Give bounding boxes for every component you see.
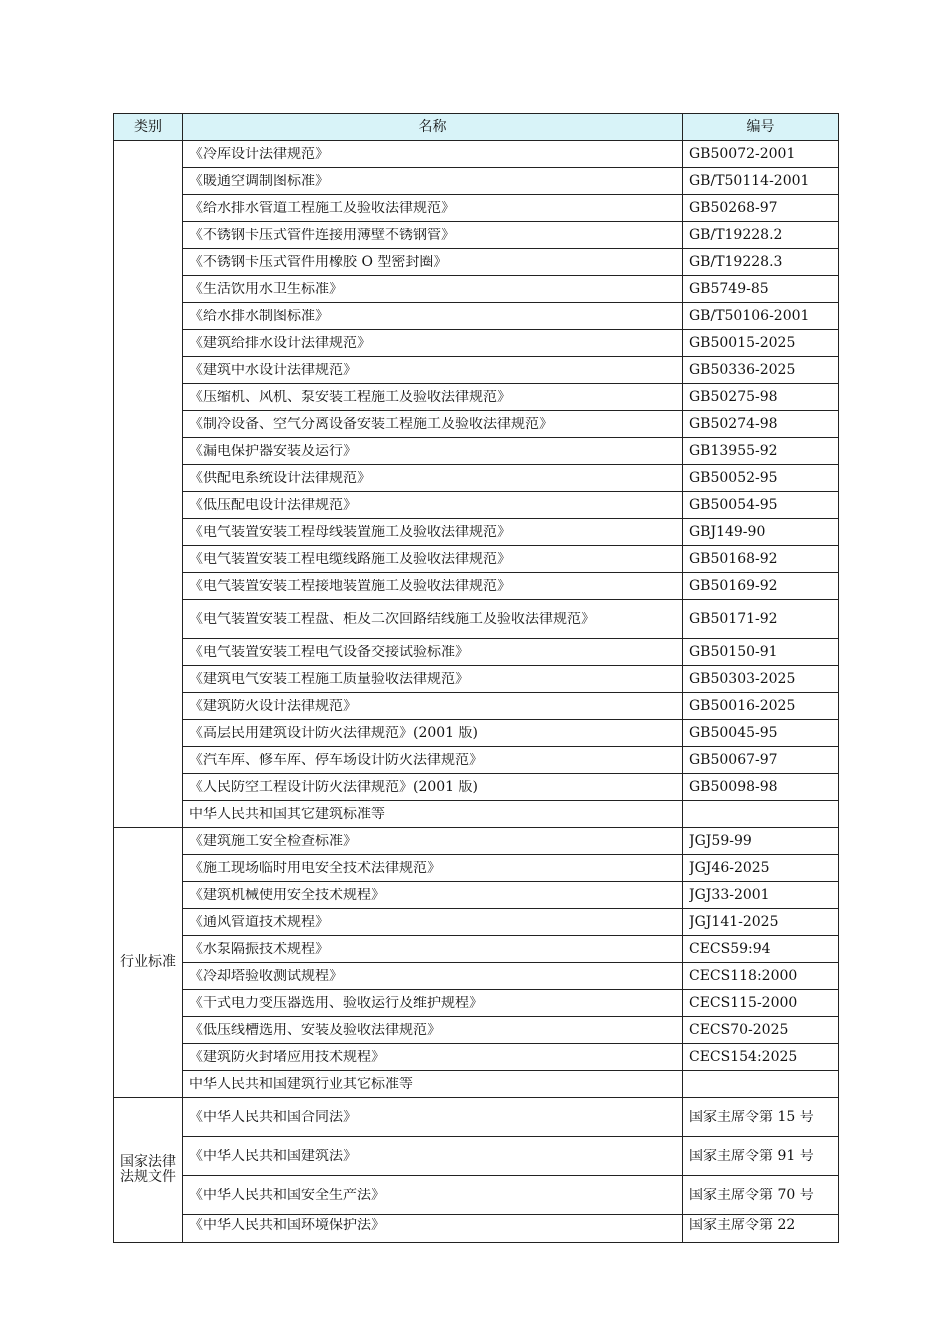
- standard-name-text: 《给水排水制图标准》: [189, 308, 329, 324]
- standard-code-cell: [683, 303, 839, 330]
- standard-name-text: 《电气装置安装工程接地装置施工及验收法律规范》: [189, 578, 511, 594]
- standard-code-text: GB50045-95: [689, 725, 778, 741]
- standard-code-text: JGJ141-2025: [689, 914, 779, 930]
- category-cell: [114, 141, 183, 828]
- table-row: [114, 1017, 839, 1044]
- standard-code-cell: [683, 990, 839, 1017]
- table-row: [114, 855, 839, 882]
- standard-code-text: GB50067-97: [689, 752, 778, 768]
- standard-code-text: GB50150-91: [689, 644, 778, 660]
- standard-code-cell: [683, 801, 839, 828]
- standard-code-text: 国家主席令第 22: [689, 1218, 796, 1233]
- standard-code-text: GB5749-85: [689, 281, 769, 297]
- table-row: [114, 303, 839, 330]
- standard-code-cell: [683, 1137, 839, 1176]
- standard-code-cell: [683, 1071, 839, 1098]
- standard-name-cell: [183, 222, 683, 249]
- standard-name-cell: [183, 276, 683, 303]
- standard-code-cell: [683, 774, 839, 801]
- table-row: [114, 882, 839, 909]
- standard-code-cell: [683, 747, 839, 774]
- standard-name-text: 《压缩机、风机、泵安装工程施工及验收法律规范》: [189, 389, 511, 405]
- standard-name-text: 《中华人民共和国建筑法》: [189, 1148, 357, 1164]
- standard-code-text: CECS115-2000: [689, 995, 798, 1011]
- standard-code-cell: [683, 882, 839, 909]
- standard-name-cell: [183, 411, 683, 438]
- standard-code-cell: [683, 1017, 839, 1044]
- standard-name-text: 《通风管道技术规程》: [189, 914, 329, 930]
- standard-name-cell: [183, 141, 683, 168]
- standard-code-cell: [683, 936, 839, 963]
- standard-code-cell: [683, 357, 839, 384]
- standard-code-cell: [683, 1098, 839, 1137]
- standard-name-cell: [183, 990, 683, 1017]
- standard-code-cell: [683, 222, 839, 249]
- standard-code-text: GB50268-97: [689, 200, 778, 216]
- table-row: [114, 168, 839, 195]
- table-row: [114, 357, 839, 384]
- standard-code-cell: [683, 828, 839, 855]
- standard-name-cell: [183, 774, 683, 801]
- table-row: [114, 693, 839, 720]
- table-row: [114, 639, 839, 666]
- standard-name-cell: [183, 909, 683, 936]
- standard-code-text: CECS118:2000: [689, 968, 798, 984]
- table-row: [114, 330, 839, 357]
- table-row: [114, 828, 839, 855]
- table-row: [114, 573, 839, 600]
- standard-name-text: 《给水排水管道工程施工及验收法律规范》: [189, 200, 455, 216]
- standard-name-cell: [183, 1071, 683, 1098]
- standard-code-text: GB50274-98: [689, 416, 778, 432]
- standard-name-text: 《建筑施工安全检查标准》: [189, 833, 357, 849]
- table-row: [114, 936, 839, 963]
- standard-code-cell: [683, 249, 839, 276]
- standard-code-text: GB50303-2025: [689, 671, 796, 687]
- standard-name-text: 中华人民共和国其它建筑标准等: [189, 806, 385, 822]
- standard-name-text: 《建筑防火设计法律规范》: [189, 698, 357, 714]
- standard-name-text: 《建筑防火封堵应用技术规程》: [189, 1049, 385, 1065]
- table-row: [114, 1137, 839, 1176]
- standard-name-text: 《不锈钢卡压式管件用橡胶 O 型密封圈》: [189, 254, 448, 270]
- table-row: [114, 720, 839, 747]
- standard-code-text: 国家主席令第 15 号: [689, 1109, 814, 1125]
- table-row: [114, 141, 839, 168]
- standard-code-cell: [683, 573, 839, 600]
- table-row: [114, 519, 839, 546]
- standard-name-cell: [183, 855, 683, 882]
- standard-name-text: 《建筑给排水设计法律规范》: [189, 335, 371, 351]
- standard-name-text: 《建筑电气安装工程施工质量验收法律规范》: [189, 671, 469, 687]
- standard-name-cell: [183, 438, 683, 465]
- standard-name-cell: [183, 1098, 683, 1137]
- standard-name-cell: [183, 828, 683, 855]
- table-row: [114, 774, 839, 801]
- standard-name-cell: [183, 573, 683, 600]
- standard-code-cell: [683, 465, 839, 492]
- standard-name-cell: [183, 600, 683, 639]
- table-body: [114, 141, 839, 1243]
- table-row: [114, 276, 839, 303]
- category-cell: 国家法律法规文件: [114, 1098, 183, 1243]
- standard-code-cell: [683, 492, 839, 519]
- table-row: [114, 747, 839, 774]
- standard-name-text: 《制冷设备、空气分离设备安装工程施工及验收法律规范》: [189, 416, 553, 432]
- standard-name-text: 《建筑中水设计法律规范》: [189, 362, 357, 378]
- standard-name-text: 《生活饮用水卫生标准》: [189, 281, 343, 297]
- table-row: [114, 963, 839, 990]
- standard-name-text: 《水泵隔振技术规程》: [189, 941, 329, 957]
- standard-code-text: GBJ149-90: [689, 524, 766, 540]
- standard-name-text: 《冷却塔验收测试规程》: [189, 968, 343, 984]
- standard-code-text: GB50171-92: [689, 611, 778, 627]
- standard-name-cell: [183, 519, 683, 546]
- standard-name-cell: [183, 168, 683, 195]
- standard-code-cell: [683, 276, 839, 303]
- standard-name-cell: [183, 666, 683, 693]
- table-row: [114, 1215, 839, 1243]
- table-header-row: [114, 114, 839, 141]
- table-row: [114, 600, 839, 639]
- standard-name-cell: [183, 1017, 683, 1044]
- standard-name-text: 《汽车库、修车库、停车场设计防火法律规范》: [189, 752, 483, 768]
- standard-name-text: 《漏电保护器安装及运行》: [189, 443, 357, 459]
- standard-code-text: GB50016-2025: [689, 698, 796, 714]
- table-row: [114, 1044, 839, 1071]
- table-row: [114, 222, 839, 249]
- standard-code-text: GB50336-2025: [689, 362, 796, 378]
- standard-code-text: GB50015-2025: [689, 335, 796, 351]
- standard-name-text: 《电气装置安装工程电缆线路施工及验收法律规范》: [189, 551, 511, 567]
- standard-code-text: GB50169-92: [689, 578, 778, 594]
- standard-name-text: 《中华人民共和国合同法》: [189, 1109, 357, 1125]
- standard-code-cell: [683, 546, 839, 573]
- table-row: [114, 195, 839, 222]
- standard-name-cell: [183, 1137, 683, 1176]
- standard-code-text: GB/T19228.2: [689, 227, 783, 243]
- standard-code-text: JGJ46-2025: [689, 860, 770, 876]
- table-row: [114, 492, 839, 519]
- table-row: [114, 465, 839, 492]
- column-header-code: 编号: [683, 114, 839, 141]
- standard-code-cell: [683, 720, 839, 747]
- standard-code-text: GB50098-98: [689, 779, 778, 795]
- standard-name-cell: [183, 1176, 683, 1215]
- standard-name-cell: [183, 249, 683, 276]
- table-row: [114, 438, 839, 465]
- standard-code-cell: [683, 639, 839, 666]
- standard-name-text: 《高层民用建筑设计防火法律规范》(2001 版): [189, 725, 479, 741]
- standard-name-text: 中华人民共和国建筑行业其它标准等: [189, 1076, 413, 1092]
- standard-name-cell: [183, 195, 683, 222]
- standard-code-text: CECS70-2025: [689, 1022, 789, 1038]
- standard-code-cell: [683, 1044, 839, 1071]
- standard-code-cell: [683, 909, 839, 936]
- standard-name-text: 《冷库设计法律规范》: [189, 146, 329, 162]
- standard-name-text: 《人民防空工程设计防火法律规范》(2001 版): [189, 779, 479, 795]
- standard-code-cell: [683, 411, 839, 438]
- standard-name-text: 《供配电系统设计法律规范》: [189, 470, 371, 486]
- standard-name-cell: [183, 357, 683, 384]
- standard-name-cell: [183, 330, 683, 357]
- standard-name-cell: [183, 639, 683, 666]
- table-row: [114, 909, 839, 936]
- standard-code-cell: [683, 963, 839, 990]
- standard-code-text: GB50168-92: [689, 551, 778, 567]
- standard-name-text: 《电气装置安装工程母线装置施工及验收法律规范》: [189, 524, 511, 540]
- standard-name-cell: [183, 936, 683, 963]
- standard-name-text: 《暖通空调制图标准》: [189, 173, 329, 189]
- column-header-name: 名称: [183, 114, 683, 141]
- standard-name-cell: [183, 1215, 683, 1243]
- standard-code-cell: [683, 1215, 839, 1243]
- standard-name-text: 《电气装置安装工程盘、柜及二次回路结线施工及验收法律规范》: [189, 611, 595, 627]
- standard-name-text: 《中华人民共和国环境保护法》: [189, 1218, 385, 1233]
- standard-name-cell: [183, 303, 683, 330]
- standard-name-text: 《低压线槽选用、安装及验收法律规范》: [189, 1022, 441, 1038]
- standard-code-text: GB/T19228.3: [689, 254, 783, 270]
- standard-code-text: JGJ59-99: [689, 833, 752, 849]
- column-header-category: 类别: [114, 114, 183, 141]
- standard-name-text: 《干式电力变压器选用、验收运行及维护规程》: [189, 995, 483, 1011]
- standard-code-text: CECS59:94: [689, 941, 771, 957]
- standard-code-cell: [683, 168, 839, 195]
- standard-code-text: GB50054-95: [689, 497, 778, 513]
- standard-name-cell: [183, 693, 683, 720]
- standard-name-cell: [183, 882, 683, 909]
- standard-code-text: GB50052-95: [689, 470, 778, 486]
- category-cell: 行业标准: [114, 828, 183, 1098]
- standard-code-cell: [683, 693, 839, 720]
- standard-name-cell: [183, 720, 683, 747]
- standard-name-text: 《中华人民共和国安全生产法》: [189, 1187, 385, 1203]
- standard-code-text: 国家主席令第 91 号: [689, 1148, 814, 1164]
- table-row: [114, 801, 839, 828]
- standard-code-text: GB50275-98: [689, 389, 778, 405]
- standard-code-text: 国家主席令第 70 号: [689, 1187, 814, 1203]
- standard-code-text: GB/T50106-2001: [689, 308, 810, 324]
- standard-name-cell: [183, 747, 683, 774]
- standard-name-cell: [183, 963, 683, 990]
- table-row: [114, 666, 839, 693]
- standard-name-cell: [183, 801, 683, 828]
- standard-name-cell: [183, 492, 683, 519]
- table-row: [114, 990, 839, 1017]
- standard-code-text: GB13955-92: [689, 443, 778, 459]
- standard-code-text: GB/T50114-2001: [689, 173, 810, 189]
- standard-code-cell: [683, 666, 839, 693]
- standard-code-cell: [683, 384, 839, 411]
- table-row: [114, 1071, 839, 1098]
- standard-code-cell: [683, 1176, 839, 1215]
- standard-code-cell: [683, 195, 839, 222]
- table-row: [114, 546, 839, 573]
- table-row: [114, 384, 839, 411]
- standard-name-cell: [183, 384, 683, 411]
- standard-code-text: CECS154:2025: [689, 1049, 798, 1065]
- standard-code-cell: [683, 438, 839, 465]
- standard-code-cell: [683, 600, 839, 639]
- standard-code-cell: [683, 519, 839, 546]
- standard-code-text: JGJ33-2001: [689, 887, 770, 903]
- table-row: [114, 1098, 839, 1137]
- standard-code-cell: [683, 330, 839, 357]
- standard-name-text: 《低压配电设计法律规范》: [189, 497, 357, 513]
- table-row: [114, 249, 839, 276]
- standard-name-text: 《电气装置安装工程电气设备交接试验标准》: [189, 644, 469, 660]
- standards-table: [113, 113, 839, 1243]
- standard-name-text: 《建筑机械使用安全技术规程》: [189, 887, 385, 903]
- standard-code-cell: [683, 855, 839, 882]
- table-row: [114, 1176, 839, 1215]
- standard-code-cell: [683, 141, 839, 168]
- standard-name-text: 《不锈钢卡压式管件连接用薄壁不锈钢管》: [189, 227, 455, 243]
- standard-name-cell: [183, 546, 683, 573]
- standard-name-cell: [183, 1044, 683, 1071]
- table-row: [114, 411, 839, 438]
- standard-code-text: GB50072-2001: [689, 146, 796, 162]
- standard-name-text: 《施工现场临时用电安全技术法律规范》: [189, 860, 441, 876]
- standard-name-cell: [183, 465, 683, 492]
